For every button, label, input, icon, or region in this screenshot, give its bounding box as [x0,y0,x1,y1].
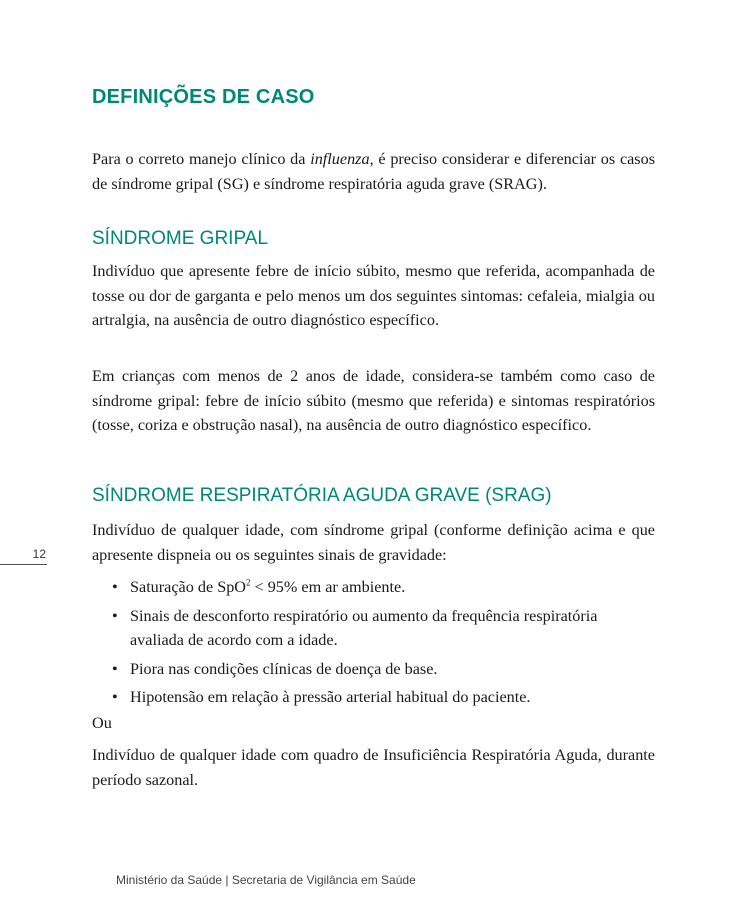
main-heading: DEFINIÇÕES DE CASO [92,86,315,108]
bullet-1-text-end: < 95% em ar ambiente. [250,578,406,596]
bullet-1-text: Saturação de SpO [130,578,246,596]
bullet-1-superscript: 2 [245,577,251,588]
section-heading-srag: SÍNDROME RESPIRATÓRIA AGUDA GRAVE (SRAG) [92,485,552,506]
sg-paragraph-2: Em crianças com menos de 2 anos de idade, considera-se também como caso de síndrome gripal: febre de início súbito (mesmo que referida) e sintomas respiratórios (tosse, coriza e obstrução nasal), na ausência de outro diagnóstico específico. [92,367,655,434]
list-item: • Piora nas condições clínicas de doença de base. [112,657,655,682]
list-item: • Sinais de desconforto respiratório ou aumento da frequência respiratória avaliada de acordo com a idade. [112,604,655,653]
intro-italic: influenza [310,150,370,168]
intro-text-1: Para o correto manejo clínico da [92,150,311,168]
sg-paragraph-1: Indivíduo que apresente febre de início súbito, mesmo que referida, acompanhada de tosse ou dor de garganta e pelo menos um dos seguintes sintomas: cefaleia, mialgia ou artralgia, na ausência de outro diagnóstico específico. [92,262,655,329]
srag-paragraph-2: Indivíduo de qualquer idade com quadro de Insuficiência Respiratória Aguda, durante período sazonal. [92,746,655,789]
srag-paragraph-1: Indivíduo de qualquer idade, com síndrome gripal (conforme definição acima e que apresente dispneia ou os seguintes sinais de gravidade: [92,521,655,564]
page-number: 12 [32,547,46,561]
section-heading-sg: SÍNDROME GRIPAL [92,228,268,249]
intro-text-2: , é preciso considerar e diferenciar os casos de síndrome gripal (SG) e síndrome respiratória aguda grave (SRAG). [92,150,656,193]
page-footer: Ministério da Saúde | Secretaria de Vigilância em Saúde [116,873,416,887]
list-item: • Hipotensão em relação à pressão arterial habitual do paciente. [112,685,655,710]
srag-criteria-list [112,575,655,714]
page-number-rule [0,564,47,565]
intro-paragraph [92,147,655,196]
or-text: Ou [92,714,112,732]
list-item [112,575,655,600]
